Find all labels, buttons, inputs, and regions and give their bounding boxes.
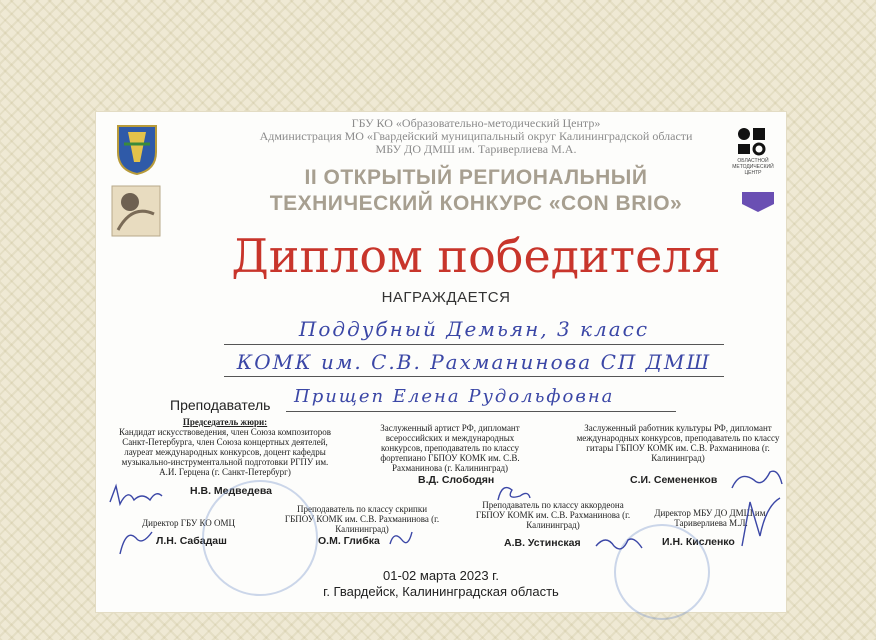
director-2-desc: Директор МБУ ДО ДМШ им. Тариверлиева М.Л. (654, 508, 768, 528)
event-place: г. Гвардейск, Калининградская область (323, 584, 559, 599)
signature-sabadash (116, 524, 156, 558)
title-line-1: II ОТКРЫТЫЙ РЕГИОНАЛЬНЫЙ (304, 166, 648, 189)
jury-chair-label: Председатель жюри: (182, 417, 268, 427)
omc-logo-caption: ОБЛАСТНОЙ МЕТОДИЧЕСКИЙ ЦЕНТР (732, 158, 774, 176)
jury-chair-desc: Кандидат искусствоведения, член Союза композиторов Санкт-Петербурга, член Союза концертных деятелей, лауреат международных конкурсов, доцент кафедры музыкально-инструментальной подготовки РГПУ им. А.И. Герцена (г. Санкт-Петербург) (119, 427, 331, 477)
jury-member-3-desc: Заслуженный работник культуры РФ, дипломант международных конкурсов, преподаватель по классу гитары ГБПОУ КОМК им. С.В. Рахманинова (г. Калининград) (576, 423, 780, 463)
director-1-name: Л.Н. Сабадаш (156, 535, 227, 547)
violin-teacher-name: О.М. Глибка (318, 535, 380, 547)
org-line-1: ГБУ КО «Образовательно-методический Центр» (351, 116, 601, 130)
accordion-teacher-desc: Преподаватель по классу аккордеона ГБПОУ КОМК им. С.В. Рахманинова (г. Калининград) (475, 500, 631, 530)
footer-block (276, 568, 606, 600)
signature-ustinskaya (594, 532, 644, 556)
organizers-block (196, 117, 756, 156)
violin-teacher-desc: Преподаватель по классу скрипки ГБПОУ КОМК им. С.В. Рахманинова (г. Калининград) (284, 504, 440, 534)
diploma-heading: Диплом победителя (231, 229, 721, 283)
signature-kislenko (736, 492, 786, 552)
winner-name-line (224, 344, 724, 345)
school-line (224, 376, 724, 377)
org-line-3: МБУ ДО ДМШ им. Тариверлиева М.А. (375, 142, 577, 156)
jury-chair-name: Н.В. Медведева (190, 485, 272, 497)
accordion-teacher-name: А.В. Устинская (504, 537, 581, 549)
teacher-line (286, 411, 676, 412)
awarded-label: НАГРАЖДАЕТСЯ (381, 289, 511, 306)
certificate-sheet (96, 112, 786, 612)
signature-medvedeva (106, 482, 166, 512)
coat-of-arms-icon (114, 122, 160, 176)
jury-member-3-name: С.И. Семененков (630, 474, 718, 486)
winner-name: Поддубный Демьян, 3 класс (298, 317, 650, 341)
winner-school: КОМК им. С.В. Рахманинова СП ДМШ (236, 350, 712, 374)
jury-member-2-name: В.Д. Слободян (418, 474, 495, 486)
signature-glibka (386, 526, 416, 552)
signature-slobodyan (494, 480, 534, 506)
contest-title (176, 165, 776, 217)
teacher-name: Прищеп Елена Рудольфовна (294, 386, 615, 407)
jury-member-2-desc: Заслуженный артист РФ, дипломант всероссийских и международных конкурсов, преподаватель по классу фортепиано ГБПОУ КОМК им. С.В. Рахманинова (г. Калининград) (380, 423, 520, 473)
teacher-label: Преподаватель (170, 397, 271, 413)
org-line-2: Администрация МО «Гвардейский муниципальный округ Калининградской области (259, 129, 693, 143)
title-line-2: ТЕХНИЧЕСКИЙ КОНКУРС «CON BRIO» (269, 192, 683, 215)
jury-chair-block (114, 417, 336, 477)
director-1-desc: Директор ГБУ КО ОМЦ (142, 518, 235, 528)
music-school-logo-icon (110, 184, 162, 238)
director-2-name: И.Н. Кисленко (662, 536, 735, 548)
event-date: 01-02 марта 2023 г. (383, 568, 499, 583)
